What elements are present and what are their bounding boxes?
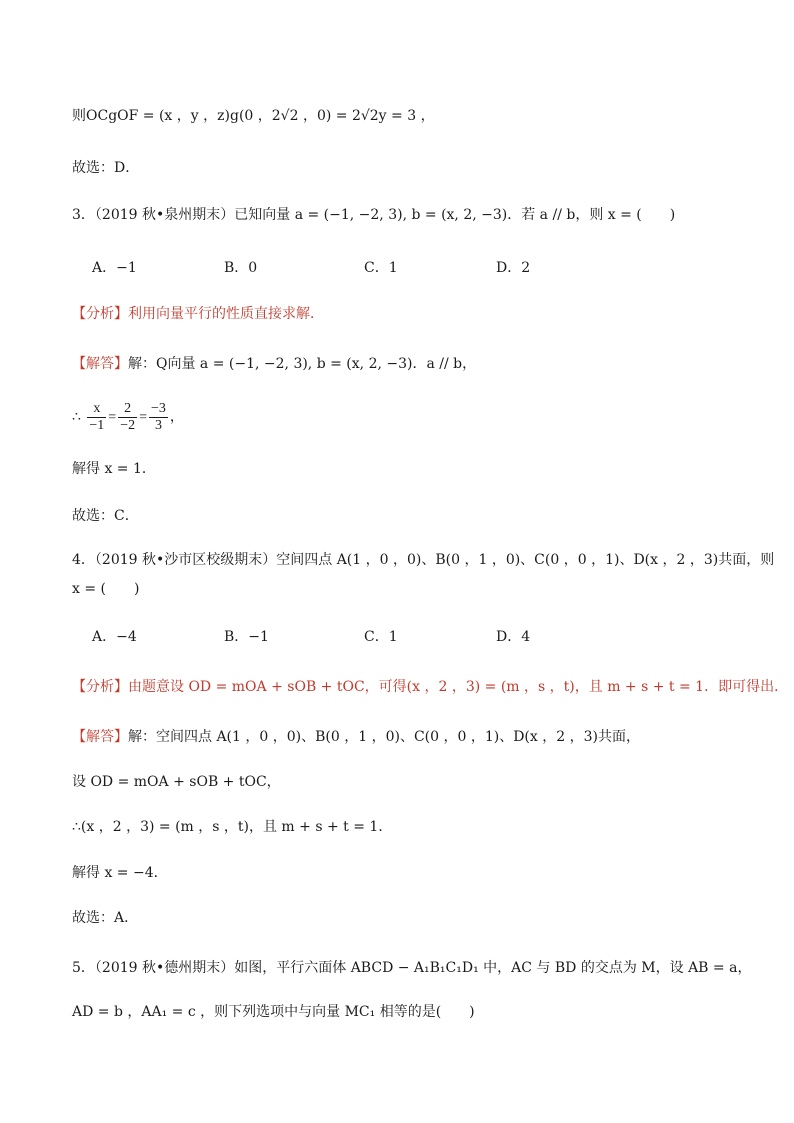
choice-line-q2: 故选：D． — [72, 160, 140, 176]
q3-proportion: ∴ $\frac{x}{-1}$ = $\frac{2}{-2}$ = $\frac{-3}{3}$ ， — [72, 400, 184, 433]
q3-choose: 故选：C． — [72, 508, 139, 524]
solution-line-dot-product: 则OCgOF = (x ，y ，z)g(0 ，2√2 ，0) = 2√2y = 3 ， — [72, 108, 435, 124]
fraction-2: $\frac{2}{-2}$ — [120, 400, 136, 433]
q4-answer — [72, 727, 640, 747]
answer-text: 解：Q向量 a = (−1, −2, 3), b = (x, 2, −3)．a // b， — [128, 356, 477, 372]
analysis-tag: 【分析】 — [72, 679, 128, 695]
q3-option-a: A．−1 — [92, 260, 137, 276]
q3-answer — [72, 354, 476, 374]
q3-option-b: B．0 — [224, 260, 258, 276]
q4-set: 设 OD = mOA + sOB + tOC， — [72, 774, 281, 790]
q4-therefore: ∴(x ，2 ，3) = (m ，s ，t)，且 m + s + t = 1． — [72, 819, 393, 835]
question-5-stem-line1: 5．（2019 秋•德州期末）如图，平行六面体 ABCD − A₁B₁C₁D₁ 中，AC 与 BD 的交点为 M，设 AB = a， — [72, 960, 752, 976]
q4-option-c: C．1 — [364, 629, 398, 645]
q4-option-a: A．−4 — [92, 629, 137, 645]
q4-option-b: B．−1 — [224, 629, 269, 645]
answer-text: 解：空间四点 A(1 ，0 ，0)、B(0 ，1 ，0)、C(0 ，0 ，1)、D(x ，2 ，3)共面， — [128, 729, 640, 745]
q4-solve: 解得 x = −4． — [72, 865, 168, 881]
q4-choose: 故选：A． — [72, 910, 139, 926]
answer-tag: 【解答】 — [72, 729, 128, 745]
q4-analysis — [72, 677, 788, 697]
q3-option-d: D．2 — [496, 260, 531, 276]
fraction-1: $\frac{x}{-1}$ — [89, 400, 105, 433]
analysis-tag: 【分析】 — [72, 306, 128, 322]
q4-option-d: D．4 — [496, 629, 531, 645]
question-5-stem-line2: AD = b ，AA₁ = c ，则下列选项中与向量 MC₁ 相等的是( ) — [72, 1004, 475, 1020]
q3-option-c: C．1 — [364, 260, 398, 276]
question-4-stem-line1: 4．（2019 秋•沙市区校级期末）空间四点 A(1 ，0 ，0)、B(0 ，1 ，0)、C(0 ，0 ，1)、D(x ，2 ，3)共面，则 — [72, 552, 775, 568]
answer-tag: 【解答】 — [72, 356, 128, 372]
analysis-text: 由题意设 OD = mOA + sOB + tOC，可得(x ，2 ，3) = (m ，s ，t)，且 m + s + t = 1．即可得出． — [128, 679, 789, 695]
question-4-stem-line2: x = ( ) — [72, 581, 140, 597]
question-3-stem: 3．（2019 秋•泉州期末）已知向量 a = (−1, −2, 3), b = (x, 2, −3)．若 a // b，则 x = ( ) — [72, 207, 676, 223]
fraction-3: $\frac{-3}{3}$ — [151, 400, 166, 433]
q3-solve: 解得 x = 1． — [72, 461, 156, 477]
therefore-symbol: ∴ — [72, 409, 81, 425]
q3-analysis — [72, 304, 324, 324]
analysis-text: 利用向量平行的性质直接求解． — [128, 306, 324, 322]
